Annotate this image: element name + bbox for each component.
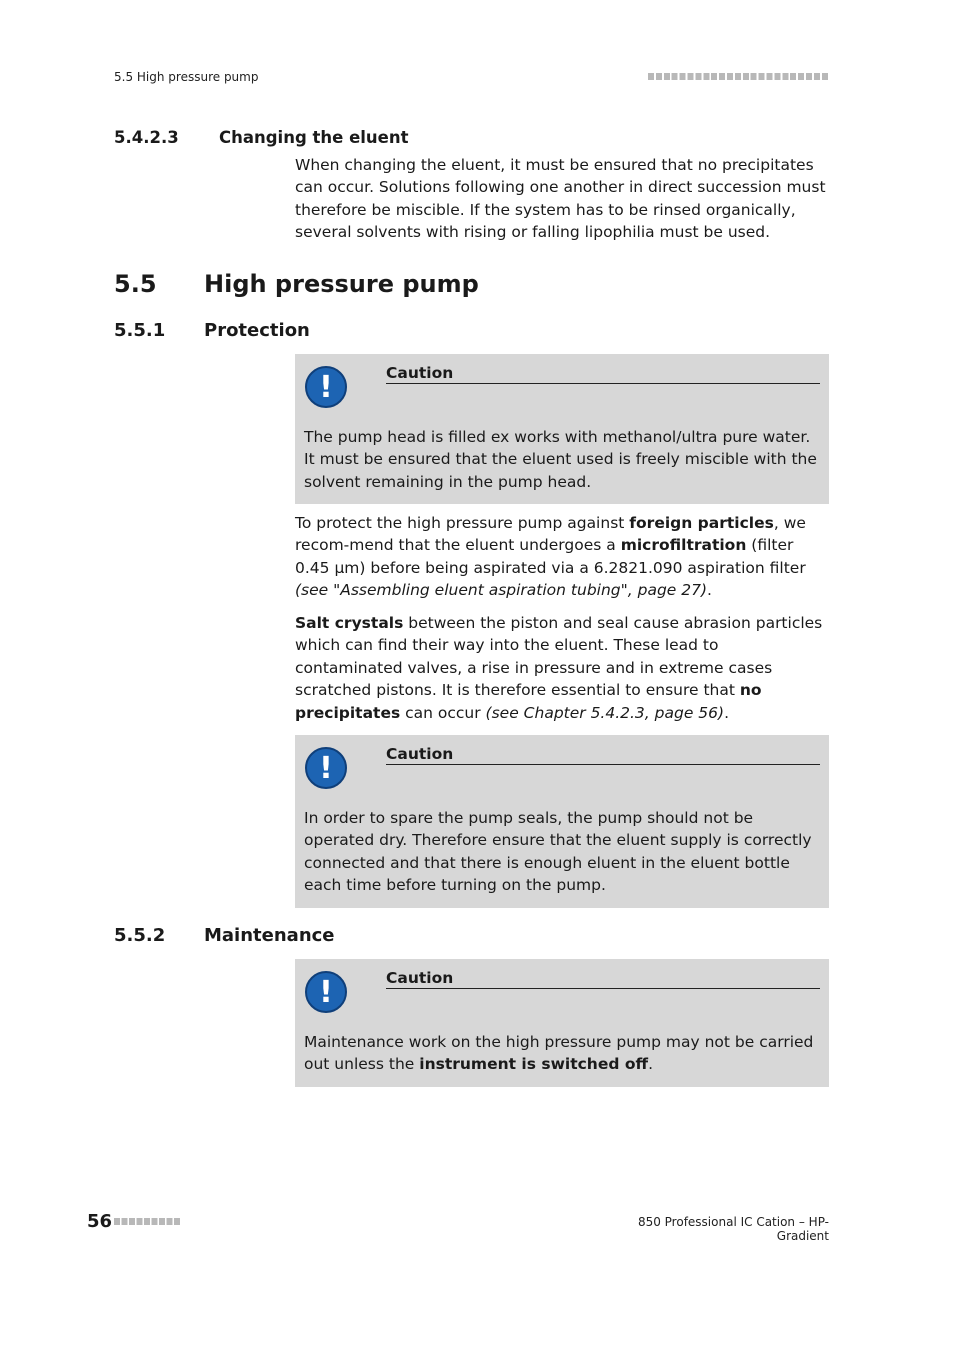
heading-title: High pressure pump [204, 270, 479, 298]
footer-dots-decoration [114, 1218, 181, 1225]
heading-number: 5.5.1 [114, 320, 166, 341]
heading-5-5 [114, 270, 479, 298]
text-run: , we recom-mend that the eluent undergoes a [295, 514, 806, 555]
exclamation-icon: ! [305, 971, 347, 1013]
text-run: . [648, 1055, 653, 1074]
header-dots-decoration [648, 73, 829, 80]
exclamation-icon: ! [305, 747, 347, 789]
paragraph-salt-crystals [295, 612, 829, 724]
bold-instrument-switched-off: instrument is switched off [419, 1055, 649, 1074]
caution-title: Caution [386, 969, 820, 989]
caution-title: Caution [386, 745, 820, 765]
text-run: between the piston and seal cause abrasion particles which can find their way into the eluent. These lead to contaminated valves, a rise in pressure and in extreme cases scratched pistons. It is therefore essential to ensure that [295, 614, 823, 700]
bold-no-precipitates: no precipitates [295, 681, 762, 722]
heading-number: 5.5.2 [114, 925, 166, 946]
heading-5-4-2-3 [114, 128, 409, 147]
exclamation-icon: ! [305, 366, 347, 408]
bold-microfiltration: microfiltration [620, 536, 747, 555]
running-header: 5.5 High pressure pump [114, 70, 259, 84]
caution-text: The pump head is filled ex works with methanol/ultra pure water. It must be ensured that the eluent used is freely miscible with the solvent remaining in the pump head. [304, 428, 817, 491]
text-run: (filter 0.45 µm) before being aspirated via a 6.2821.090 aspiration filter [295, 536, 806, 577]
text-run: . [724, 703, 729, 722]
heading-5-5-1 [114, 320, 310, 341]
caution-box-2 [295, 735, 829, 908]
heading-number: 5.4.2.3 [114, 128, 179, 147]
text-run: Maintenance work on the high pressure pump may not be carried out unless the [304, 1033, 814, 1074]
caution-box-1 [295, 354, 829, 504]
bold-salt-crystals: Salt crystals [295, 614, 404, 632]
text-run: To protect the high pressure pump against [295, 514, 630, 532]
text-run: can occur [400, 703, 486, 722]
footer-product-name: 850 Professional IC Cation – HP-Gradient [637, 1215, 829, 1243]
cross-reference-link[interactable]: (see Chapter 5.4.2.3, page 56) [485, 703, 725, 722]
heading-title: Protection [204, 320, 310, 341]
heading-5-5-2 [114, 925, 335, 946]
caution-box-3 [295, 959, 829, 1087]
caution-text: In order to spare the pump seals, the pump should not be operated dry. Therefore ensure that the eluent supply is correctly connected and that there is enough eluent in the eluent bottle each time before turning on the pump. [304, 809, 812, 895]
heading-number: 5.5 [114, 270, 157, 298]
text-run: . [707, 581, 712, 600]
heading-title: Maintenance [204, 925, 335, 946]
paragraph-changing-eluent: When changing the eluent, it must be ensured that no precipitates can occur. Solutions following one another in direct succession must therefore be miscible. If the system has to be rinsed organically, several solvents with rising or falling lipophilia must be used. [295, 156, 826, 242]
caution-title: Caution [386, 364, 820, 384]
paragraph-protection [295, 512, 829, 602]
page-number: 56 [87, 1211, 113, 1232]
bold-foreign-particles: foreign particles [629, 514, 774, 532]
heading-title: Changing the eluent [219, 128, 409, 147]
caution-text [304, 1031, 820, 1076]
cross-reference-link[interactable]: (see "Assembling eluent aspiration tubing", page 27) [295, 581, 708, 600]
